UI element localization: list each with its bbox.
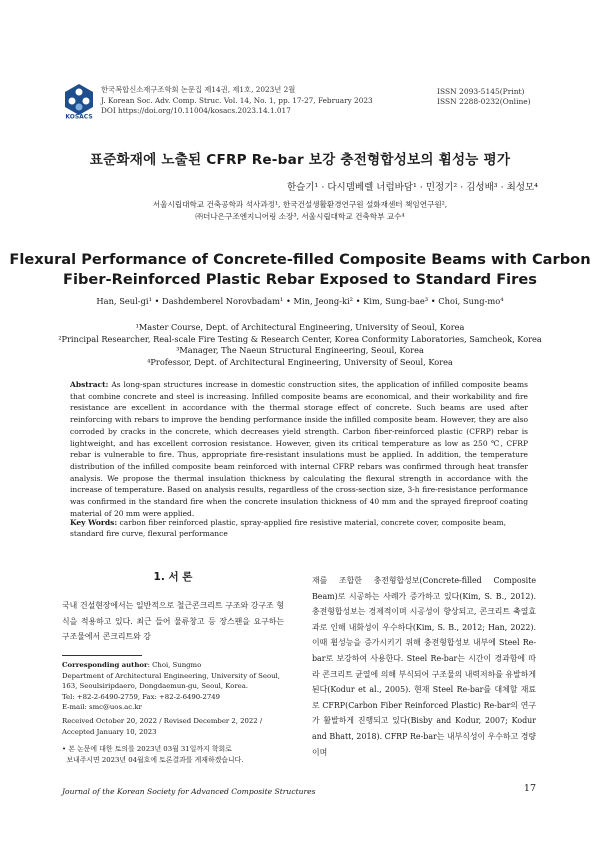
affiliation-en-line: ³Manager, The Naeun Structural Engineering, Seoul, Korea (176, 345, 424, 355)
abstract-text: As long-span structures increase in domestic construction sites, the application of infilled composite beams that combine concrete and steel is increasing. Infilled composite beams are economical, and their workability and fire resistance are excellent in accordance with the thermal storage effect of concrete. Such beams are used after reinforcing with rebars to improve the bending performance inside the infilled composite beam. However, they are also corroded by cracks in the concrete, which decreases yield strength. Carbon fiber-reinforced plastic (CFRP) rebar is lightweight, and has excellent corrosion resistance. However, given its critical temperature as low as 250 ℃, CFRP rebar is vulnerable to fire. Thus, appropriate fire-resistant insulations must be applied. In addition, the temperature distribution of the infilled composite beam reinforced with internal CFRP rebars was confirmed through heat transfer analysis. We propose the thermal insulation thickness by calculating the flexural strength in accordance with the increase of temperature. Based on analysis results, regardless of the cross-section size, 3-h fire-resistance performance was confirmed in the standard fire when the concrete insulation thickness of 40 mm and the sprayed fireproof coating material of 20 mm were applied. (70, 380, 528, 518)
journal-header (101, 85, 373, 117)
corresponding-author (62, 660, 284, 713)
title-en-line: Flexural Performance of Concrete-filled Composite Beams with Carbon (9, 251, 591, 268)
note-line: • 본 논문에 대한 토의를 2023년 03월 31일까지 학회로 (62, 745, 232, 753)
received-line: Accepted January 10, 2023 (62, 727, 157, 736)
corresponding-name: : Choi, Sungmo (147, 661, 202, 669)
affiliation-en-line: ¹Master Course, Dept. of Architectural Engineering, University of Seoul, Korea (135, 322, 465, 332)
keywords-label: Key Words: (70, 518, 118, 527)
authors-english: Han, Seul-gi¹ • Dashdemberel Norovbadam¹ • Min, Jeong-ki² • Kim, Sung-bae³ • Choi, Sung-mo⁴ (96, 296, 504, 306)
page-footer: Journal of the Korean Society for Advanced Composite Structures (62, 787, 316, 796)
issn-print: ISSN 2093-5145(Print) (437, 87, 525, 96)
journal-logo (62, 83, 96, 119)
affiliation-en-line: ⁴Professor, Dept. of Architectural Engineering, University of Seoul, Korea (147, 356, 453, 367)
issn-online: ISSN 2288-0232(Online) (437, 97, 531, 106)
received-dates (62, 716, 284, 737)
discussion-note (62, 744, 284, 765)
corresponding-label: Corresponding author (62, 661, 148, 669)
doi-link[interactable]: DOI https://doi.org/10.11004/kosacs.2023.14.1.017 (101, 106, 291, 115)
journal-kr: 한국복합신소재구조학회 논문집 제14권, 제1호, 2023년 2월 (101, 85, 296, 94)
affiliation-kr-line: ㈜더나은구조엔지니어링 소장³, 서울시립대학교 건축학부 교수⁴ (195, 211, 405, 221)
title-en-line: Fiber-Reinforced Plastic Rebar Exposed to Standard Fires (63, 270, 537, 288)
section-heading: 1. 서 론 (153, 571, 193, 583)
keywords (70, 517, 528, 539)
abstract (70, 379, 528, 519)
abstract-label: Abstract: (70, 380, 109, 389)
logo-text: KOSACS (65, 113, 93, 119)
corresponding-line: 163, Seoulsiripdaero, Dongdaemun-gu, Seoul, Korea. (62, 682, 249, 690)
body-text-right: 재를 조합한 충전형합성보(Concrete-filled Composite Beam)로 시공하는 사례가 증가하고 있다(Kim, S. B., 2012). 충전형합성보는 경제적이며 시공성이 향상되고, 콘크리트 축열효과로 인해 내화성이 우수하다(Kim, S. B., 2012; Han, 2022). 이때 휨성능을 증가시키기 위해 충전형합성보 내부에 Steel Re-bar로 보강하여 사용한다. Steel Re-bar는 시간이 경과함에 따라 콘크리트 균열에 의해 부식되어 구조물의 내력저하를 유발하게 된다(Kodur et al., 2005). 현재 Steel Re-bar를 대체할 재료로 CFRP(Carbon Fiber Reinforced Plastic) Re-bar의 연구가 활발하게 진행되고 있다(Bisby and Kodur, 2007; Kodur and Bhatt, 2018). CFRP Re-bar는 내부식성이 우수하고 경량이며 (312, 576, 536, 757)
keywords-text: carbon fiber reinforced plastic, spray-applied fire resistive material, concrete cover, composite beam, standard fire curve, flexural performance (70, 518, 506, 538)
journal-en: J. Korean Soc. Adv. Comp. Struc. Vol. 14, No. 1, pp. 17-27, February 2023 (101, 95, 373, 105)
title-english (0, 250, 600, 289)
corresponding-line: Department of Architectural Engineering, University of Seoul, (62, 671, 280, 680)
authors-korean: 한슬기¹ · 다시뎀베렐 너럽바담¹ · 민정기² · 김성배³ · 최성모⁴ (286, 182, 538, 193)
affiliation-en-line: ²Principal Researcher, Real-scale Fire Testing & Research Center, Korea Conformity Laboratories, Samcheok, Korea (58, 333, 542, 344)
title-korean: 표준화재에 노출된 CFRP Re-bar 보강 충전형합성보의 휨성능 평가 (89, 152, 511, 168)
corresponding-line: Tel: +82-2-6490-2759, Fax: +82-2-6490-2749 (62, 692, 221, 701)
issn-block (437, 87, 531, 107)
corresponding-email[interactable]: E-mail: smc@uos.ac.kr (62, 703, 142, 711)
affiliation-kr-line: 서울시립대학교 건축공학과 석사과정¹, 한국건설생활환경연구원 설화재센터 책임연구원², (152, 200, 448, 209)
page-number: 17 (523, 783, 536, 794)
affiliations-english (0, 322, 600, 368)
body-text-left: 국내 건설현장에서는 일반적으로 철근콘크리트 구조와 강구조 형식을 적용하고 있다. 최근 들어 물류창고 등 장스팬을 요구하는 구조물에서 콘크리트와 강 (62, 601, 284, 642)
affiliations-korean (0, 199, 600, 222)
footnote-divider (62, 655, 142, 656)
note-line: 보내주시면 2023년 04월호에 토론결과를 게재하겠습니다. (62, 755, 244, 764)
received-line: Received October 20, 2022 / Revised December 2, 2022 / (62, 717, 263, 725)
